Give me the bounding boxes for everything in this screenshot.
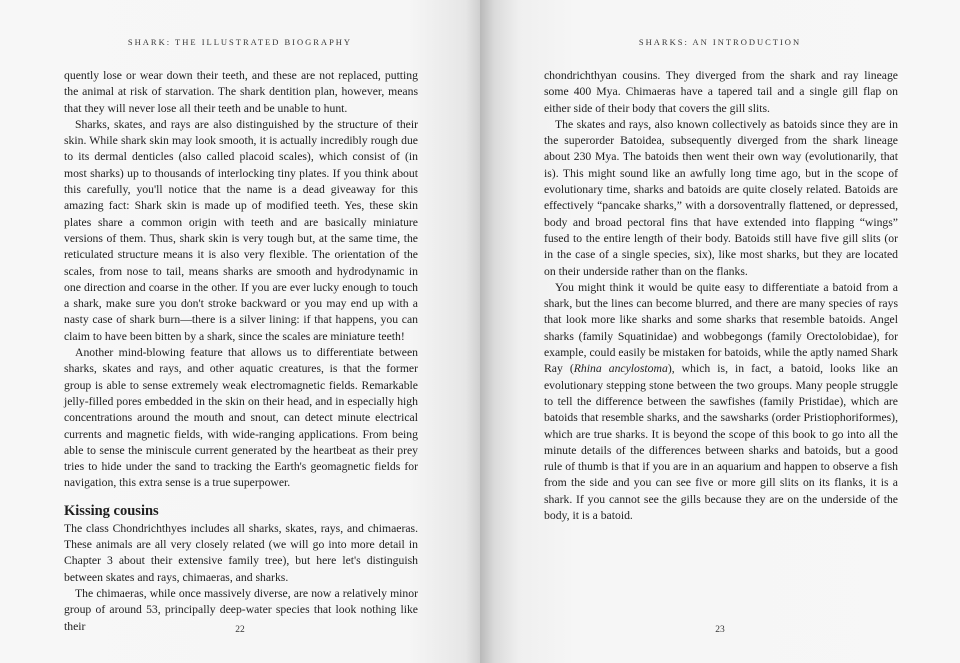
paragraph: Sharks, skates, and rays are also distinguished by the structure of their skin. While shark skin may look smooth, it is actually incredibly rough due to its dermal denticles (also called placoid scales), which consist of (in most sharks) up to thousands of interlocking tiny plates. If you think about this carefully, you'll notice that the name is a dead giveaway for this amazing fact: Shark skin is made up of modified teeth. Yes, these skin plates share a common origin with teeth and are basically miniature versions of them. Thus, shark skin is very tough but, at the same time, the reticulated structure means it is also very flexible. The orientation of the scales, from nose to tail, means sharks are smooth and hydrodynamic in one direction and coarse in the other. If you are ever lucky enough to touch a shark, make sure you don't stroke backward or you may end up with a nasty case of shark burn—there is a silver lining: if that happens, you can claim to have been bitten by a shark, since the scales are miniature teeth!: [64, 117, 418, 343]
section-heading: Kissing cousins: [64, 502, 159, 519]
page-number: 22: [235, 625, 245, 635]
running-head: SHARKS: AN INTRODUCTION: [638, 37, 802, 47]
paragraph-text: You might think it would be quite easy to differentiate a batoid from a shark, but the lines can become blurred, and there are many species of rays that look more like sharks and some sharks that resemble batoids. Angel sharks (family Squatinidae) and wobbegongs (family Orectolobidae), for example, could easily be mistaken for batoids, while the aptly named Shark Ray (: [544, 280, 898, 376]
right-page: [480, 0, 960, 663]
body-text: [544, 68, 898, 524]
paragraph: chondrichthyan cousins. They diverged from the shark and ray lineage some 400 Mya. Chimaeras have a tapered tail and a single gill flap on either side of their body that covers the gill slits.: [544, 69, 898, 115]
paragraph: The skates and rays, also known collectively as batoids since they are in the superorder Batoidea, subsequently diverged from the shark lineage about 230 Mya. The batoids then went their own way (evolutionarily, that is). This might sound like an awfully long time ago, but in the scope of evolutionary time, sharks and batoids are quite closely related. Batoids are effectively “pancake sharks,” with a dorsoventrally flattened, or depressed, body and broad pectoral fins that have extended into flapping “wings” fused to the entire length of their body. Batoids still have five gill slits (or in the case of a single species, six), like most sharks, but they are located on their underside rather than on the flanks.: [544, 117, 898, 278]
paragraph: Another mind-blowing feature that allows us to differentiate between sharks, skates and rays, and other aquatic creatures, is that the former group is able to sense extremely weak electromagnetic fields. Remarkable jelly-filled pores embedded in the skin on their head, and in especially high concentrations around the mouth and snout, can detect minute electrical currents and magnetic fields, with wide-ranging applications. From being able to sense the miniscule current generated by the heartbeat as their prey tries to hide under the sand to tracking the Earth's geomagnetic fields for navigation, this extra sense is a true superpower.: [64, 346, 418, 490]
paragraph-text: ), which is, in fact, a batoid, looks like an evolutionary stepping stone between the two groups. Many people struggle to tell the difference between the sawfishes (family Pristidae), which are batoids that resemble sharks, and the sawsharks (order Pristiophoriformes), which are true sharks. It is beyond the scope of this book to go into all the minute details of the differences between sharks and batoids, but a good rule of thumb is that if you are in an aquarium and happen to observe a fish from the side and you can see five or more gill slits on its flanks, it is a shark. If you cannot see the gills because they are on the underside of the body, it is a batoid.: [544, 362, 899, 523]
paragraph: quently lose or wear down their teeth, and these are not replaced, putting the animal at risk of starvation. The shark dentition plan, however, means that they will never lose all their teeth and be unable to hunt.: [64, 69, 418, 115]
body-text: [64, 68, 418, 635]
paragraph: The chimaeras, while once massively diverse, are now a relatively minor group of around 53, principally deep-water species that look nothing like their: [64, 586, 418, 633]
page-number: 23: [715, 625, 725, 635]
paragraph: [544, 280, 898, 524]
species-name: Rhina ancylostoma: [573, 362, 668, 376]
running-head: SHARK: THE ILLUSTRATED BIOGRAPHY: [127, 37, 353, 47]
paragraph: The class Chondrichthyes includes all sharks, skates, rays, and chimaeras. These animals are all very closely related (we will go into more detail in Chapter 3 about their extensive family tree), but here let's distinguish between skates and rays, chimaeras, and sharks.: [64, 521, 418, 584]
